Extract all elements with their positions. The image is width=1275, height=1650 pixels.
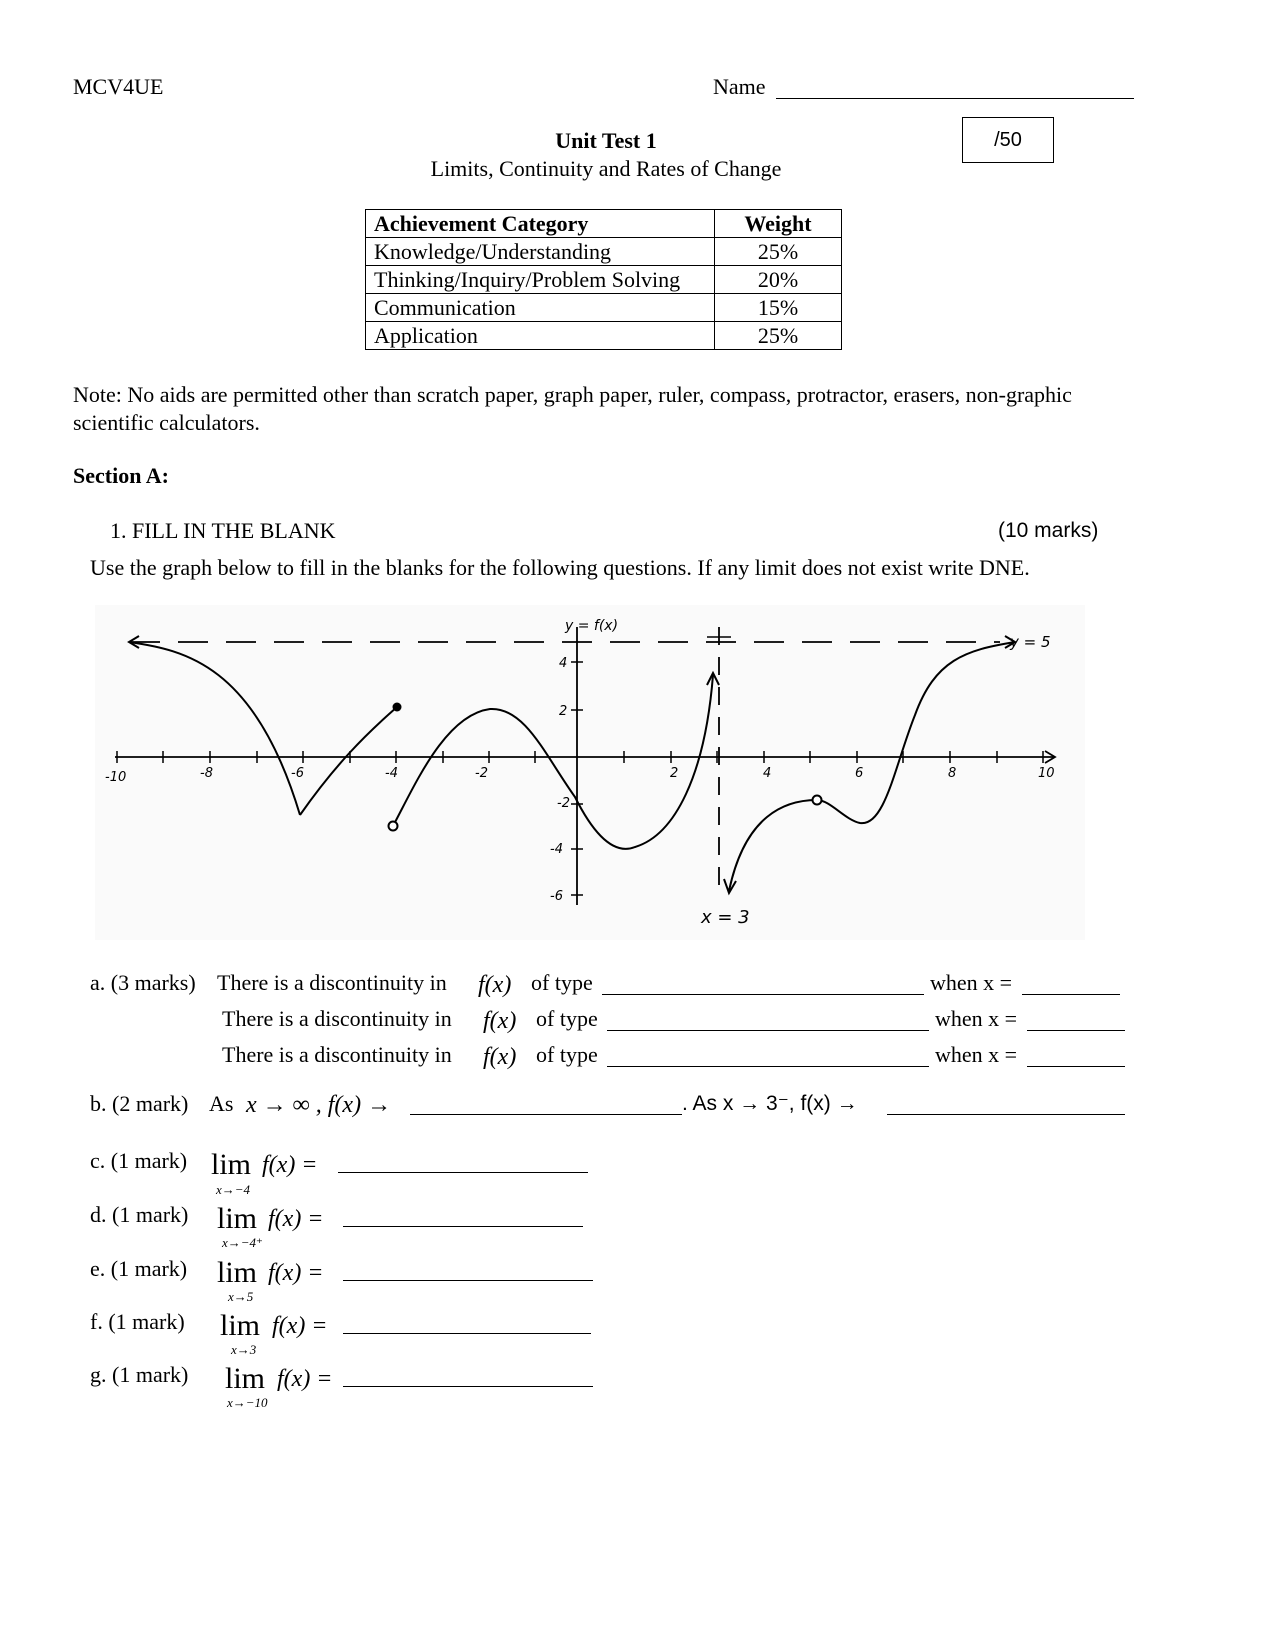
answer-blank[interactable] bbox=[1022, 994, 1120, 995]
test-subtitle: Limits, Continuity and Rates of Change bbox=[430, 156, 782, 181]
limit-function: f(x) = bbox=[268, 1206, 324, 1232]
question-a-fx: f(x) bbox=[478, 972, 512, 998]
x-tick-label: 4 bbox=[763, 766, 772, 781]
note-text: Note: No aids are permitted other than scratch paper, graph paper, ruler, compass, protractor, erasers, non-graphic scientific calculators. bbox=[73, 382, 1072, 435]
limit-subscript: x→−4 bbox=[216, 1182, 251, 1197]
function-label: y = f(x) bbox=[565, 618, 619, 634]
x-tick-label: -8 bbox=[200, 766, 213, 781]
limit-subscript: x→−4⁺ bbox=[222, 1235, 263, 1250]
limit-symbol: lim bbox=[211, 1148, 252, 1181]
open-point bbox=[389, 822, 398, 831]
x-tick-label: 8 bbox=[948, 766, 957, 781]
x-tick-label: -6 bbox=[291, 766, 304, 781]
graph-background bbox=[95, 605, 1085, 940]
x-tick-label: -10 bbox=[105, 770, 127, 785]
question-g-label: g. (1 mark) bbox=[90, 1362, 189, 1387]
section-heading: Section A: bbox=[73, 463, 169, 488]
question-c-label: c. (1 mark) bbox=[90, 1148, 188, 1173]
question-d-label: d. (1 mark) bbox=[90, 1202, 189, 1227]
vertical-asymptote-label: x = 3 bbox=[701, 907, 750, 928]
table-row bbox=[366, 322, 842, 350]
question-1-title: 1. FILL IN THE BLANK bbox=[110, 518, 336, 543]
question-1-instructions: Use the graph below to fill in the blanks for the following questions. If any limit does not exist write DNE. bbox=[90, 555, 1030, 580]
question-a-text: There is a discontinuity in bbox=[217, 970, 447, 995]
answer-blank[interactable] bbox=[887, 1114, 1125, 1115]
question-b-expression-2: . As x → 3⁻, f(x) → bbox=[682, 1092, 858, 1115]
asymptote-label: y = 5 bbox=[1010, 633, 1051, 651]
category-cell: Communication bbox=[366, 294, 715, 322]
question-1-marks: (10 marks) bbox=[998, 519, 1099, 542]
table-header-row bbox=[366, 210, 842, 238]
question-a-when: when x = bbox=[935, 1006, 1018, 1031]
weight-cell: 20% bbox=[715, 266, 842, 294]
x-tick-label: -2 bbox=[475, 766, 488, 781]
name-label: Name bbox=[713, 74, 766, 99]
limit-subscript: x→3 bbox=[231, 1342, 257, 1357]
limit-function: f(x) = bbox=[277, 1366, 333, 1392]
y-tick-label: 2 bbox=[559, 704, 568, 719]
course-code: MCV4UE bbox=[73, 74, 164, 99]
answer-blank[interactable] bbox=[607, 1066, 929, 1067]
question-b-label: b. (2 mark) bbox=[90, 1091, 189, 1116]
question-a-label: a. (3 marks) bbox=[90, 970, 196, 995]
x-tick-label: -4 bbox=[385, 766, 398, 781]
limit-symbol: lim bbox=[217, 1256, 258, 1289]
answer-blank[interactable] bbox=[410, 1114, 682, 1115]
question-a-of-type: of type bbox=[536, 1006, 598, 1031]
answer-blank[interactable] bbox=[607, 1030, 929, 1031]
limit-function: f(x) = bbox=[268, 1260, 324, 1286]
table-header-category: Achievement Category bbox=[366, 210, 715, 238]
y-tick-label: -2 bbox=[557, 796, 570, 811]
question-a-text: There is a discontinuity in bbox=[222, 1006, 452, 1031]
answer-blank[interactable] bbox=[343, 1333, 591, 1334]
test-title: Unit Test 1 bbox=[555, 128, 657, 153]
table-row bbox=[366, 294, 842, 322]
category-cell: Application bbox=[366, 322, 715, 350]
closed-point bbox=[393, 703, 402, 712]
question-f-label: f. (1 mark) bbox=[90, 1309, 185, 1334]
weight-cell: 25% bbox=[715, 322, 842, 350]
answer-blank[interactable] bbox=[343, 1280, 593, 1281]
answer-blank[interactable] bbox=[602, 994, 924, 995]
limit-subscript: x→−10 bbox=[227, 1395, 268, 1410]
y-tick-label: 4 bbox=[559, 656, 568, 671]
answer-blank[interactable] bbox=[1027, 1066, 1125, 1067]
function-graph bbox=[95, 605, 1085, 940]
table-row bbox=[366, 238, 842, 266]
question-e-label: e. (1 mark) bbox=[90, 1256, 188, 1281]
question-a-text: There is a discontinuity in bbox=[222, 1042, 452, 1067]
weight-cell: 25% bbox=[715, 238, 842, 266]
limit-symbol: lim bbox=[220, 1309, 261, 1342]
question-b-as: As bbox=[209, 1091, 234, 1116]
category-cell: Thinking/Inquiry/Problem Solving bbox=[366, 266, 715, 294]
y-tick-label: -4 bbox=[550, 842, 563, 857]
table-header-weight: Weight bbox=[715, 210, 842, 238]
x-tick-label: 6 bbox=[855, 766, 864, 781]
limit-subscript: x→5 bbox=[228, 1289, 254, 1304]
y-tick-label: -6 bbox=[550, 889, 563, 904]
name-field[interactable] bbox=[776, 98, 1134, 99]
score-box: /50 bbox=[962, 117, 1054, 163]
x-tick-label: 2 bbox=[670, 766, 679, 781]
open-point bbox=[813, 796, 822, 805]
limit-symbol: lim bbox=[217, 1202, 258, 1235]
limit-function: f(x) = bbox=[262, 1152, 318, 1178]
question-a-fx: f(x) bbox=[483, 1008, 517, 1034]
answer-blank[interactable] bbox=[343, 1226, 583, 1227]
answer-blank[interactable] bbox=[1027, 1030, 1125, 1031]
table-row bbox=[366, 266, 842, 294]
question-b-expression: x → ∞ , f(x) → bbox=[246, 1092, 392, 1118]
category-cell: Knowledge/Understanding bbox=[366, 238, 715, 266]
question-a-when: when x = bbox=[935, 1042, 1018, 1067]
question-a-fx: f(x) bbox=[483, 1044, 517, 1070]
question-a-when: when x = bbox=[930, 970, 1013, 995]
limit-symbol: lim bbox=[225, 1362, 266, 1395]
weights-table bbox=[365, 209, 842, 350]
answer-blank[interactable] bbox=[338, 1172, 588, 1173]
limit-function: f(x) = bbox=[272, 1313, 328, 1339]
x-tick-label: 10 bbox=[1038, 766, 1055, 781]
weight-cell: 15% bbox=[715, 294, 842, 322]
answer-blank[interactable] bbox=[343, 1386, 593, 1387]
question-a-of-type: of type bbox=[531, 970, 593, 995]
question-a-of-type: of type bbox=[536, 1042, 598, 1067]
